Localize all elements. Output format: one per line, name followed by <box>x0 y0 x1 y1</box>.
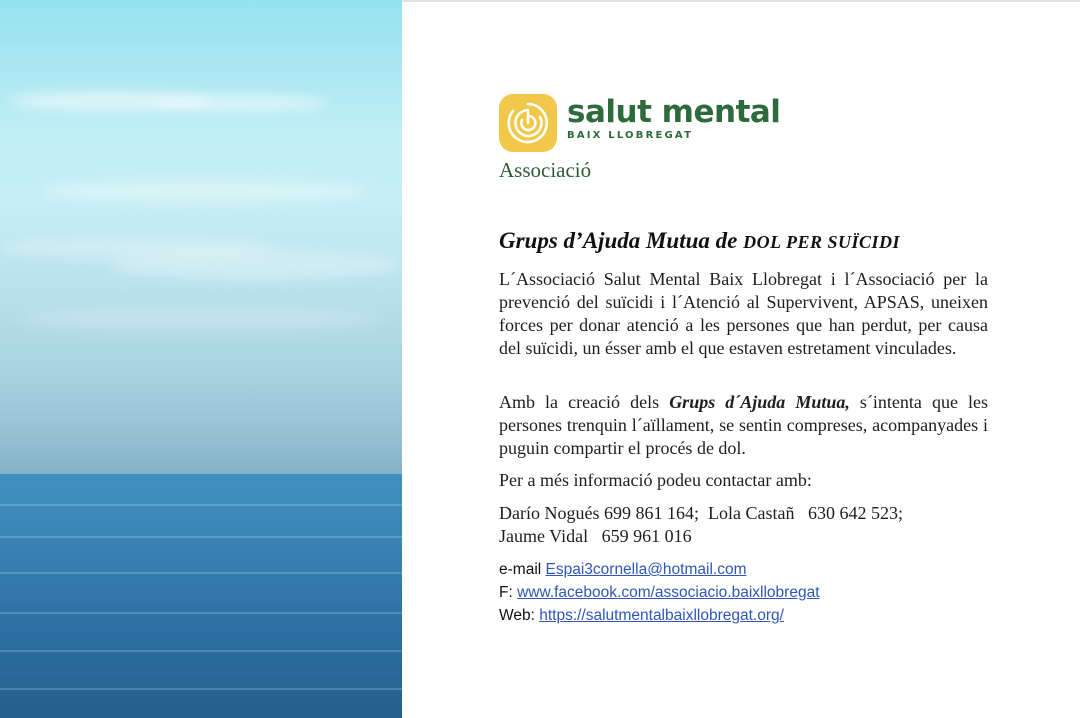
groups-paragraph-after: s´intenta que les persones trenquin l´aïllament, se sentin compreses, acompanyades i puguin compartir el procés de dol. <box>499 392 989 458</box>
labyrinth-icon <box>499 94 557 152</box>
web-link[interactable]: https://salutmentalbaixllobregat.org/ <box>539 607 784 624</box>
email-link[interactable]: Espai3cornella@hotmail.com <box>545 561 747 578</box>
email-row <box>499 558 820 581</box>
facebook-label: F: <box>499 584 513 601</box>
contact-people <box>499 502 988 548</box>
web-label: Web: <box>499 607 535 624</box>
web-row <box>499 604 820 627</box>
info-paragraph: Per a més informació podeu contactar amb: <box>499 470 812 490</box>
logo-wordmark: salut mental <box>567 94 781 130</box>
intro-paragraph: L´Associació Salut Mental Baix Llobregat i l´Associació per la prevenció del suïcidi i l´Atenció al Supervivent, APSAS, uneixen forces per donar atenció a les persones que han perdut, per causa del suïcidi, un ésser amb el que estaven estretament vinculades. <box>499 269 988 358</box>
page-heading <box>499 228 900 254</box>
sea <box>0 474 402 718</box>
association-logo <box>499 94 789 154</box>
organization-type: Associació <box>499 158 592 182</box>
facebook-row <box>499 581 820 604</box>
heading-caps: DOL PER SUÏCIDI <box>743 232 900 252</box>
sea-sky-photo <box>0 0 402 718</box>
facebook-link[interactable]: www.facebook.com/associacio.baixllobregat <box>517 584 820 601</box>
contact-people-line-2: Jaume Vidal 659 961 016 <box>499 526 692 546</box>
top-divider <box>402 0 1080 2</box>
contact-people-line-1: Darío Nogués 699 861 164; Lola Castañ 630 642 523; <box>499 503 903 523</box>
groups-paragraph-before: Amb la creació dels <box>499 392 670 412</box>
logo-subtitle: BAIX LLOBREGAT <box>567 130 694 141</box>
contact-links <box>499 558 820 627</box>
email-label: e-mail <box>499 561 542 578</box>
groups-paragraph <box>499 391 988 460</box>
groups-paragraph-bold: Grups d´Ajuda Mutua, <box>669 392 850 412</box>
heading-lead: Grups d’Ajuda Mutua de <box>499 228 744 253</box>
